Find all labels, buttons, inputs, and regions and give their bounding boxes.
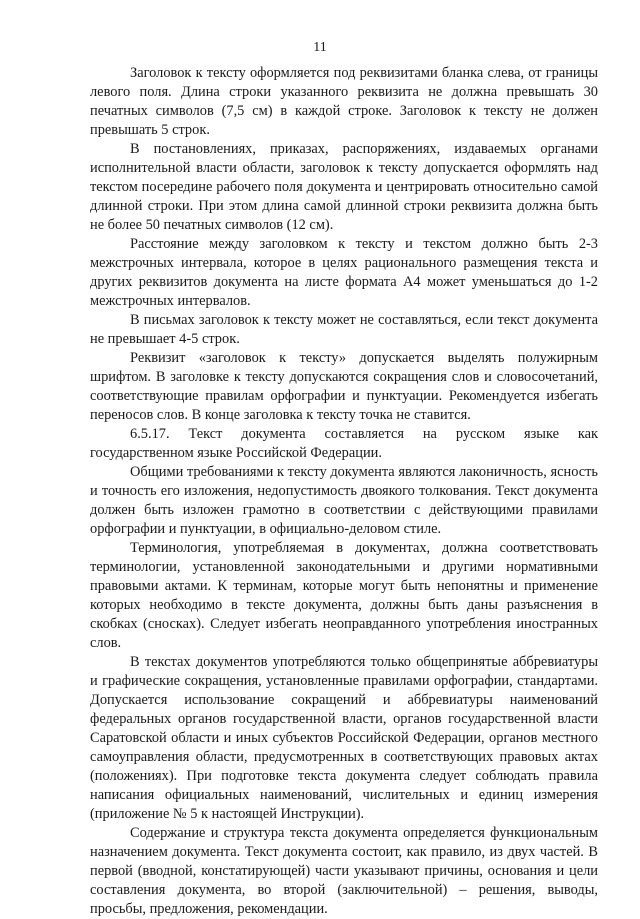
paragraph-text-structure: Содержание и структура текста документа определяется функциональным назначением документа. Текст документа состоит, как правило, из двух частей. В первой (вводной, констатирующей) части указывают причины, основания и цели составления документа, во второй (заключительной) – решения, выводы, просьбы, предложения, рекомендации. xyxy=(90,825,598,917)
paragraph-heading-placement: Заголовок к тексту оформляется под реквизитами бланка слева, от границы левого поля. Длина строки указанного реквизита не должна превышать 30 печатных символов (7,5 см) в каждой строке. Заголовок к тексту не должен превышать 5 строк. xyxy=(90,65,598,138)
paragraph-heading-spacing: Расстояние между заголовком к тексту и текстом должно быть 2-3 межстрочных интервала, которое в целях рационального размещения текста и других реквизитов документа на листе формата А4 может уменьшаться до 1-2 межстрочных интервалов. xyxy=(90,236,598,309)
document-body xyxy=(90,64,598,919)
page-number: 11 xyxy=(313,40,327,55)
paragraph-heading-centering: В постановлениях, приказах, распоряжениях, издаваемых органами исполнительной власти области, заголовок к тексту допускается оформлять над текстом посередине рабочего поля документа и центрировать относительно самой длинной строки. При этом длина самой длинной строки реквизита должна быть не более 50 печатных символов (12 см). xyxy=(90,141,598,233)
paragraph-abbreviations: В текстах документов употребляются только общепринятые аббревиатуры и графические сокращения, установленные правилами орфографии, стандартами. Допускается использование сокращений и аббревиатуры наименований федеральных органов государственной власти, органов государственной власти Саратовской области и иных субъектов Российской Федерации, органов местного самоуправления области, предусмотренных в соответствующих правовых актах (положениях). При подготовке текста документа следует соблюдать правила написания официальных наименований, числительных и единиц измерения (приложение № 5 к настоящей Инструкции). xyxy=(90,654,598,822)
paragraph-heading-bold: Реквизит «заголовок к тексту» допускается выделять полужирным шрифтом. В заголовке к тексту допускаются сокращения слов и словосочетаний, соответствующие правилам орфографии и пунктуации. Рекомендуется избегать переносов слов. В конце заголовка к тексту точка не ставится. xyxy=(90,350,598,423)
paragraph-text-language: 6.5.17. Текст документа составляется на русском языке как государственном языке Российской Федерации. xyxy=(90,426,598,461)
paragraph-text-requirements: Общими требованиями к тексту документа являются лаконичность, ясность и точность его изложения, недопустимость двоякого толкования. Текст документа должен быть изложен грамотно в соответствии с действующими правилами орфографии и пунктуации, в официально-деловом стиле. xyxy=(90,464,598,537)
paragraph-terminology: Терминология, употребляемая в документах, должна соответствовать терминологии, установленной законодательными и другими нормативными правовыми актами. К терминам, которые могут быть непонятны и применение которых необходимо в тексте документа, должны быть даны разъяснения в скобках (сносках). Следует избегать неоправданного употребления иностранных слов. xyxy=(90,540,598,651)
paragraph-letters-heading: В письмах заголовок к тексту может не составляться, если текст документа не превышает 4-5 строк. xyxy=(90,312,598,347)
